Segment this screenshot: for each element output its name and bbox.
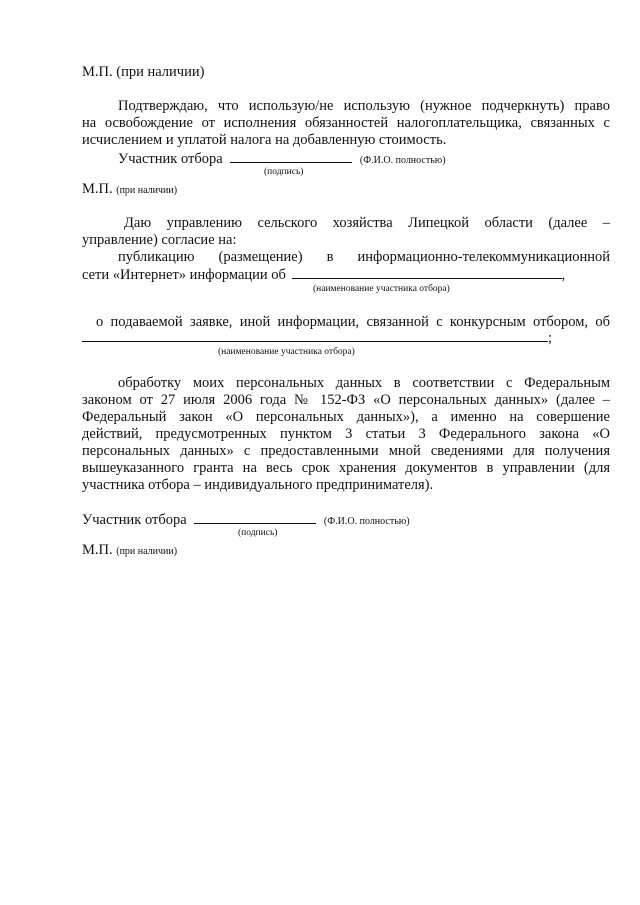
application-line2: ;: [82, 328, 552, 347]
participant-name-caption-1: (наименование участника отбора): [313, 284, 450, 294]
fio-caption: (Ф.И.О. полностью): [359, 155, 446, 166]
signature-caption: (подпись): [264, 167, 304, 177]
vat-confirm-line3: исчислением и уплатой налога на добавленную стоимость.: [82, 132, 447, 148]
personal-data-line5: персональных данных» с предоставленными мной сведениями для получения: [82, 443, 610, 459]
publication-line2: сети «Интернет» информации об ,: [82, 267, 566, 283]
fio-caption: (Ф.И.О. полностью): [323, 516, 410, 527]
consent-line2: управление) согласие на:: [82, 232, 237, 248]
participant-label: Участник отбора: [82, 512, 187, 528]
application-line1: о подаваемой заявке, иной информации, связанной с конкурсным отбором, об: [96, 314, 610, 330]
personal-data-line1: обработку моих персональных данных в соответствии с Федеральным: [118, 375, 610, 391]
participant-name-caption-2: (наименование участника отбора): [218, 347, 355, 357]
vat-confirm-line2: на освобождение от исполнения обязанностей налогоплательщика, связанных с: [82, 115, 610, 131]
signature-blank[interactable]: [230, 149, 352, 163]
stamp-line-top: М.П. (при наличии): [82, 64, 205, 80]
participant-label: Участник отбора: [118, 151, 223, 167]
participant-name-blank-1[interactable]: [292, 265, 562, 279]
personal-data-line3: Федеральный закон «О персональных данных»), а именно на совершение: [82, 409, 610, 425]
personal-data-line7: участника отбора – индивидуального предпринимателя).: [82, 477, 434, 493]
consent-line1: Даю управлению сельского хозяйства Липецкой области (далее –: [124, 215, 610, 231]
publication-line1: публикацию (размещение) в информационно-телекоммуникационной: [118, 249, 610, 265]
vat-confirm-line1: Подтверждаю, что использую/не использую (нужное подчеркнуть) право: [118, 98, 610, 114]
participant-name-blank-2[interactable]: [82, 328, 548, 342]
stamp-line-2: М.П. (при наличии): [82, 542, 178, 558]
signature-caption: (подпись): [238, 528, 278, 538]
personal-data-line2: законом от 27 июля 2006 года № 152-ФЗ «О персональных данных» (далее –: [82, 392, 610, 408]
personal-data-line4: действий, предусмотренных пунктом 3 статьи 3 Федерального закона «О: [82, 426, 610, 442]
personal-data-line6: вышеуказанного гранта на весь срок хранения документов в управлении (для: [82, 460, 610, 476]
signature-blank[interactable]: [194, 510, 316, 524]
stamp-line-1: М.П. (при наличии): [82, 181, 178, 197]
